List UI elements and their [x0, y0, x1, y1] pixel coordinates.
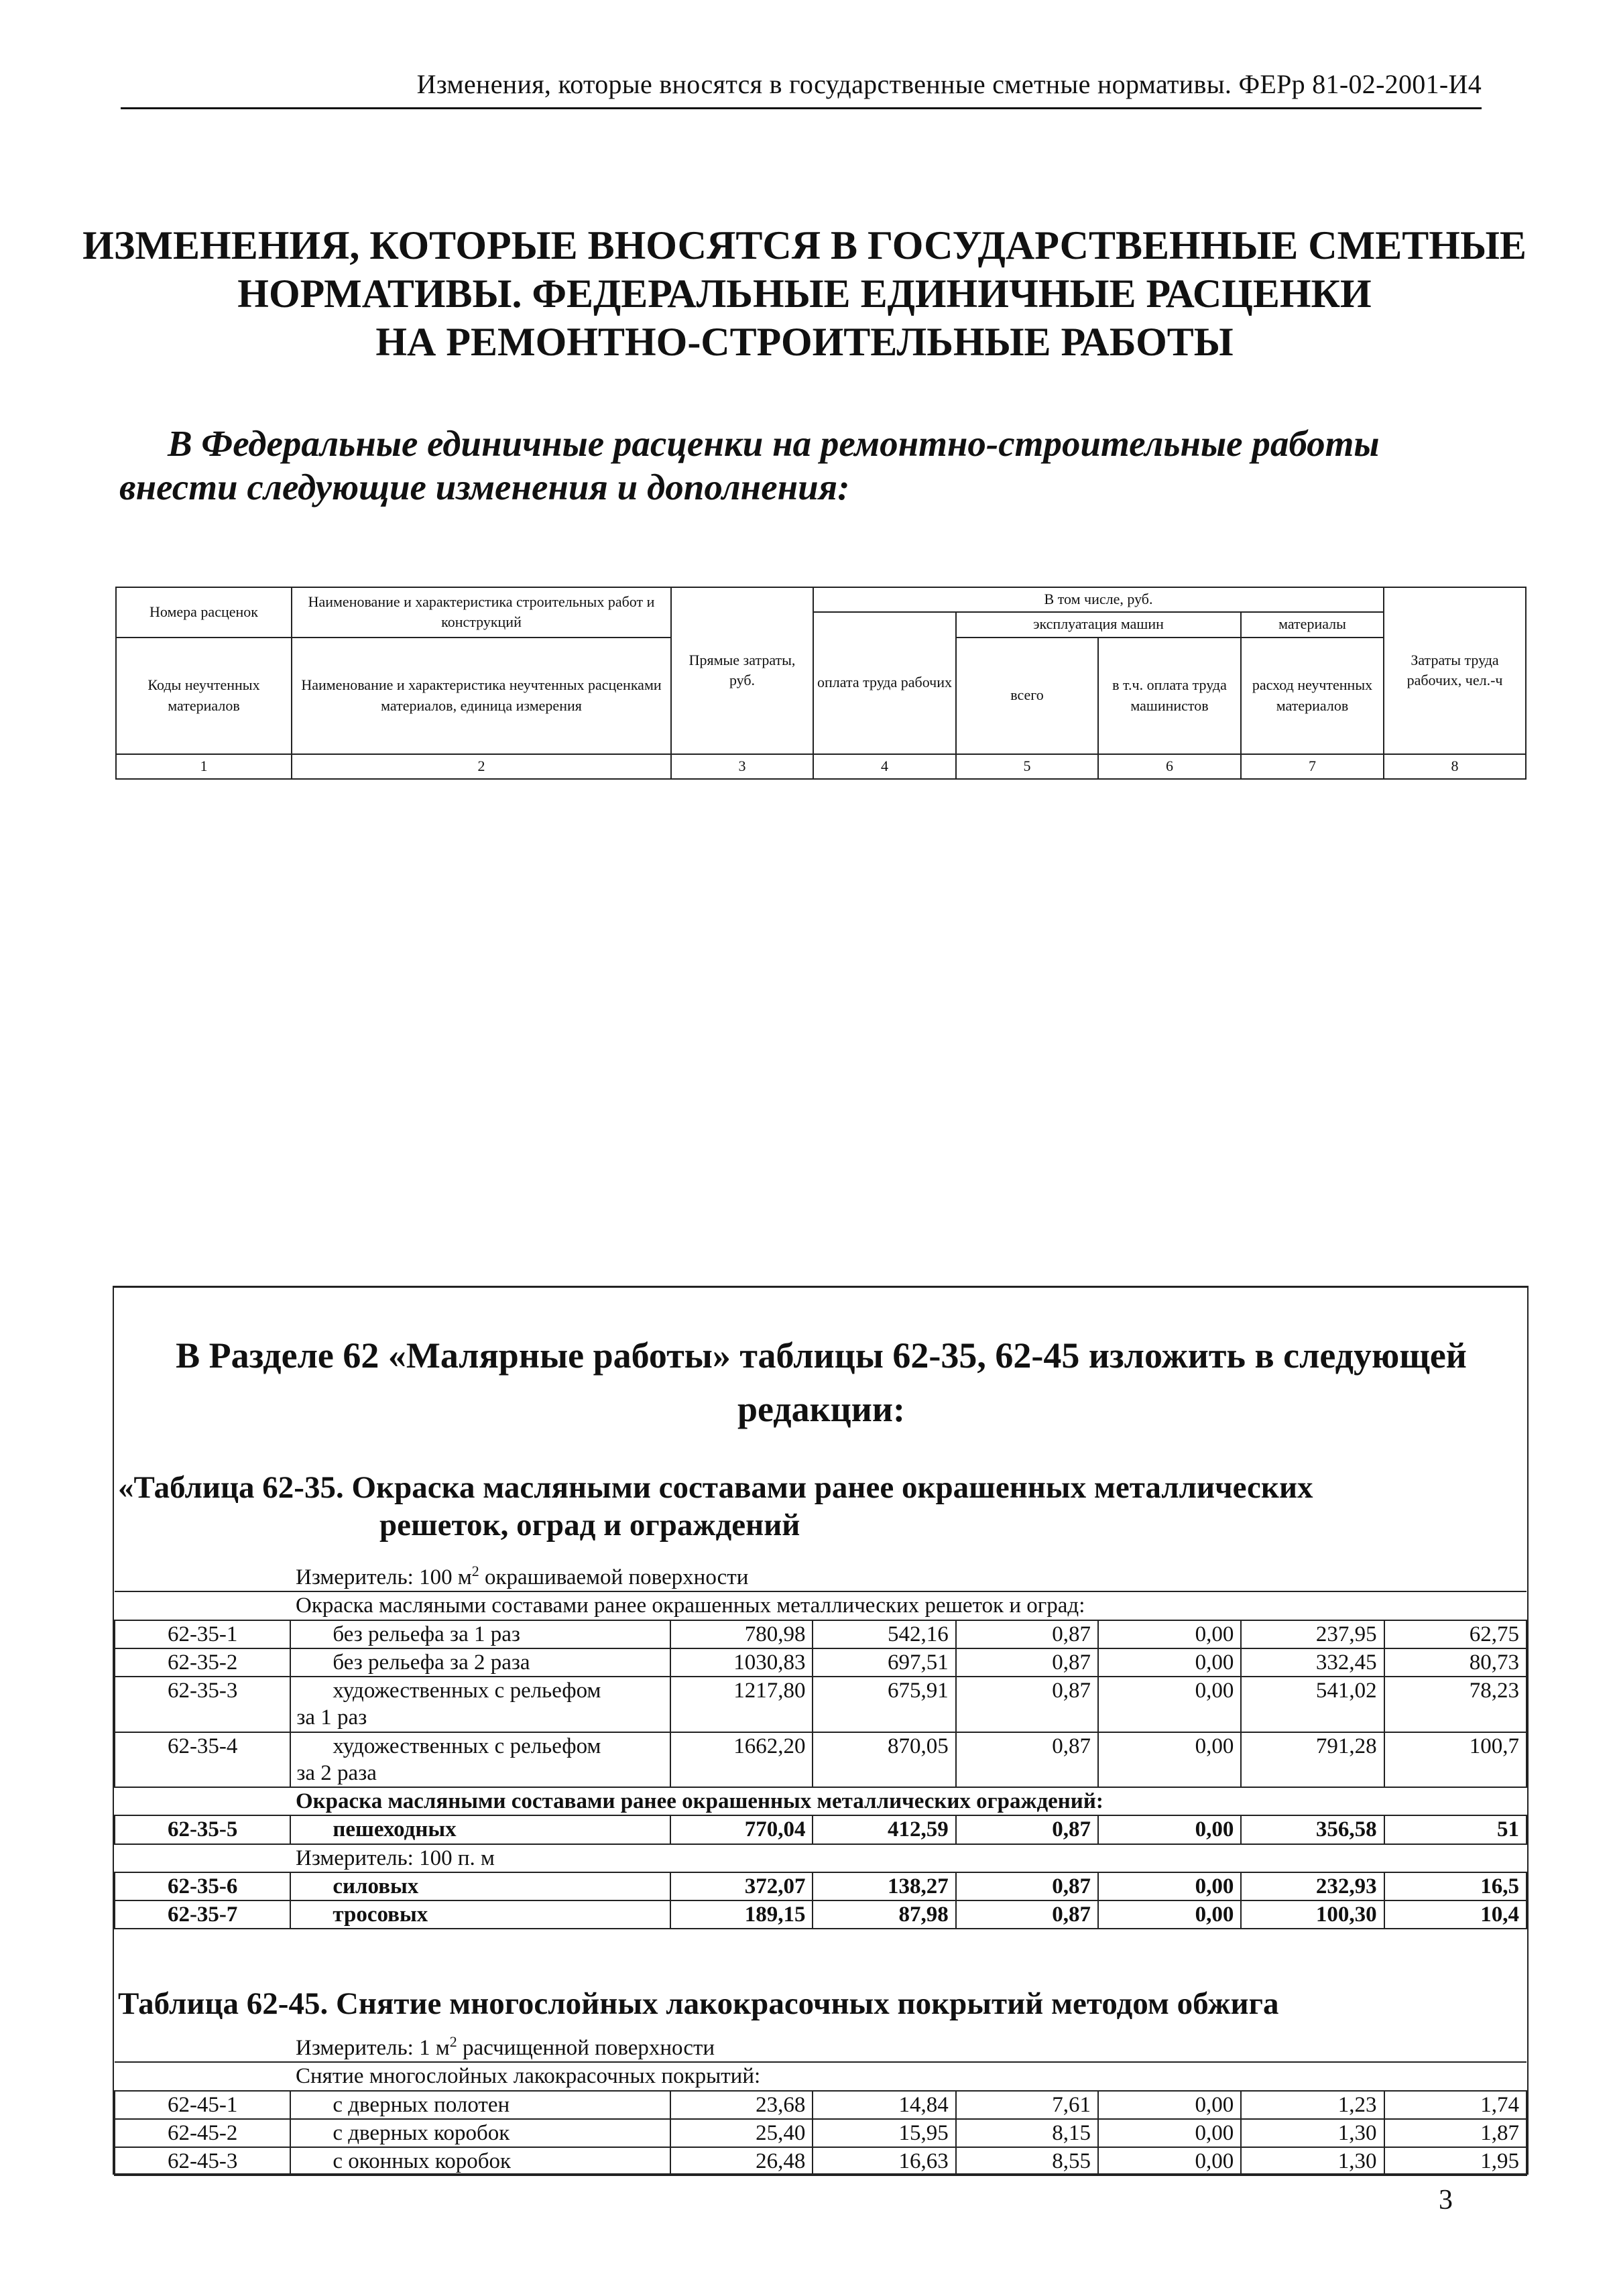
labor-hours: 100,7	[1384, 1732, 1527, 1788]
labor-hours: 1,87	[1384, 2119, 1527, 2147]
direct-costs: 189,15	[670, 1900, 813, 1929]
materials: 332,45	[1241, 1648, 1384, 1677]
materials: 791,28	[1241, 1732, 1384, 1788]
running-head: Изменения, которые вносятся в государственные сметные нормативы. ФЕРр 81-02-2001-И4	[416, 69, 1482, 99]
table-row	[115, 1732, 1527, 1788]
rate-name-continued: за 2 раза	[296, 1760, 377, 1785]
direct-costs: 26,48	[670, 2147, 813, 2175]
materials: 1,23	[1241, 2091, 1384, 2119]
rate-code: 62-45-1	[115, 2091, 290, 2119]
group-heading: Снятие многослойных лакокрасочных покрытий:	[115, 2062, 1527, 2090]
meter-unit: расчищенной поверхности	[457, 2036, 715, 2060]
materials: 237,95	[1241, 1620, 1384, 1648]
table-row	[115, 2147, 1527, 2175]
materials: 1,30	[1241, 2119, 1384, 2147]
direct-costs: 25,40	[670, 2119, 813, 2147]
title-line-1: ИЗМЕНЕНИЯ, КОТОРЫЕ ВНОСЯТСЯ В ГОСУДАРСТВЕННЫЕ СМЕТНЫЕ	[82, 223, 1527, 267]
machines-total: 8,15	[956, 2119, 1098, 2147]
machines-total: 0,87	[956, 1900, 1098, 1929]
table-row	[115, 1872, 1527, 1900]
rate-code: 62-35-3	[115, 1677, 290, 1732]
machinist-pay: 0,00	[1098, 2091, 1241, 2119]
machinist-pay: 0,00	[1098, 1648, 1241, 1677]
table-row	[115, 1648, 1527, 1677]
column-number-1: 1	[116, 754, 292, 779]
materials: 232,93	[1241, 1872, 1384, 1900]
worker-pay: 412,59	[813, 1815, 955, 1844]
rate-name: без рельефа за 2 раза	[333, 1650, 530, 1675]
group-row	[115, 1787, 1527, 1815]
table-62-35-title-line-2: решеток, оград и ограждений	[379, 1508, 800, 1543]
worker-pay: 675,91	[813, 1677, 955, 1732]
rows-table-2	[115, 2091, 1527, 2176]
meter-row	[115, 1844, 1527, 1872]
header-material-codes: Коды неучтенных материалов	[116, 638, 292, 754]
column-number-2: 2	[292, 754, 671, 779]
group-heading: Окраска масляными составами ранее окрашенных металлических решеток и оград:	[115, 1591, 1527, 1620]
section-62-box	[113, 1286, 1529, 2175]
intro-line-1: В Федеральные единичные расценки на ремонтно-строительные работы	[168, 423, 1380, 464]
meter-label: Измеритель: 100 м	[296, 1565, 472, 1589]
rows-group-a	[115, 1620, 1527, 1788]
rate-name: с оконных коробок	[333, 2149, 512, 2173]
machines-total: 0,87	[956, 1872, 1098, 1900]
direct-costs: 780,98	[670, 1620, 813, 1648]
machinist-pay: 0,00	[1098, 1677, 1241, 1732]
page-title	[67, 221, 1542, 366]
direct-costs: 1217,80	[670, 1677, 813, 1732]
labor-hours: 78,23	[1384, 1677, 1527, 1732]
meter-unit: окрашиваемой поверхности	[479, 1565, 749, 1589]
rate-code: 62-35-6	[115, 1872, 290, 1900]
rate-name: с дверных коробок	[333, 2120, 510, 2145]
table-row	[115, 1620, 1527, 1648]
meter-row	[115, 2033, 1527, 2062]
direct-costs: 23,68	[670, 2091, 813, 2119]
meter-label: Измеритель: 1 м	[296, 2036, 450, 2060]
labor-hours: 1,95	[1384, 2147, 1527, 2175]
header-rate-numbers: Номера расценок	[116, 587, 292, 638]
group-row	[115, 1591, 1527, 1620]
machines-total: 0,87	[956, 1620, 1098, 1648]
rate-name: без рельефа за 1 раз	[333, 1622, 520, 1646]
group-row	[115, 2062, 1527, 2090]
group-heading: Окраска масляными составами ранее окрашенных металлических ограждений:	[115, 1787, 1527, 1815]
rate-code: 62-45-2	[115, 2119, 290, 2147]
labor-hours: 62,75	[1384, 1620, 1527, 1648]
header-direct-costs: Прямые затраты, руб.	[671, 587, 813, 754]
worker-pay: 14,84	[813, 2091, 955, 2119]
header-machines-total: всего	[956, 638, 1098, 754]
meter-label: Измеритель: 100 п. м	[115, 1844, 1527, 1872]
table-row	[115, 1815, 1527, 1844]
machines-total: 0,87	[956, 1648, 1098, 1677]
labor-hours: 51	[1384, 1815, 1527, 1844]
table-62-45	[114, 2033, 1527, 2176]
worker-pay: 870,05	[813, 1732, 955, 1788]
section-title	[121, 1329, 1522, 1437]
rate-name: пешеходных	[333, 1817, 457, 1842]
machinist-pay: 0,00	[1098, 1732, 1241, 1788]
rate-name-continued: за 1 раз	[296, 1705, 367, 1730]
worker-pay: 16,63	[813, 2147, 955, 2175]
direct-costs: 1030,83	[670, 1648, 813, 1677]
column-number-3: 3	[671, 754, 813, 779]
materials: 100,30	[1241, 1900, 1384, 1929]
intro-text	[119, 422, 1500, 509]
header-machine-operation: эксплуатация машин	[956, 612, 1241, 638]
machinist-pay: 0,00	[1098, 2119, 1241, 2147]
meter-superscript: 2	[471, 1563, 479, 1579]
labor-hours: 16,5	[1384, 1872, 1527, 1900]
labor-hours: 1,74	[1384, 2091, 1527, 2119]
rate-name: тросовых	[333, 1902, 428, 1927]
table-62-35	[114, 1563, 1527, 1929]
machinist-pay: 0,00	[1098, 2147, 1241, 2175]
table-62-45-title: Таблица 62-45. Снятие многослойных лакокрасочных покрытий методом обжига	[118, 1986, 1279, 2021]
section-title-line-1: В Разделе 62 «Малярные работы» таблицы 62-35, 62-45 изложить в следующей	[176, 1335, 1467, 1376]
machines-total: 0,87	[956, 1677, 1098, 1732]
header-materials: материалы	[1241, 612, 1384, 638]
meter-row	[115, 1563, 1527, 1591]
rate-name: силовых	[333, 1874, 419, 1898]
rate-code: 62-35-1	[115, 1620, 290, 1648]
materials: 1,30	[1241, 2147, 1384, 2175]
machinist-pay: 0,00	[1098, 1900, 1241, 1929]
header-unaccounted-materials: расход неучтенных материалов	[1241, 638, 1384, 754]
rate-code: 62-35-4	[115, 1732, 290, 1788]
header-rule	[121, 107, 1482, 109]
intro-line-2: внести следующие изменения и дополнения:	[119, 466, 850, 507]
materials: 356,58	[1241, 1815, 1384, 1844]
table-row	[115, 1900, 1527, 1929]
column-number-4: 4	[813, 754, 956, 779]
machines-total: 7,61	[956, 2091, 1098, 2119]
worker-pay: 15,95	[813, 2119, 955, 2147]
meter-superscript: 2	[449, 2033, 457, 2050]
column-number-7: 7	[1241, 754, 1384, 779]
table-62-35-title	[118, 1469, 1313, 1545]
direct-costs: 1662,20	[670, 1732, 813, 1788]
header-worker-pay: оплата труда рабочих	[813, 612, 956, 754]
rows-group-b	[115, 1872, 1527, 1929]
direct-costs: 372,07	[670, 1872, 813, 1900]
table-row	[115, 2091, 1527, 2119]
rate-name: художественных с рельефом	[333, 1734, 601, 1758]
machinist-pay: 0,00	[1098, 1620, 1241, 1648]
rate-code: 62-35-5	[115, 1815, 290, 1844]
section-title-line-2: редакции:	[737, 1388, 906, 1429]
column-number-5: 5	[956, 754, 1098, 779]
column-number-8: 8	[1384, 754, 1526, 779]
worker-pay: 697,51	[813, 1648, 955, 1677]
worker-pay: 87,98	[813, 1900, 955, 1929]
labor-hours: 10,4	[1384, 1900, 1527, 1929]
title-line-3: НА РЕМОНТНО-СТРОИТЕЛЬНЫЕ РАБОТЫ	[375, 320, 1234, 364]
rate-code: 62-45-3	[115, 2147, 290, 2175]
machinist-pay: 0,00	[1098, 1815, 1241, 1844]
materials: 541,02	[1241, 1677, 1384, 1732]
labor-hours: 80,73	[1384, 1648, 1527, 1677]
title-line-2: НОРМАТИВЫ. ФЕДЕРАЛЬНЫЕ ЕДИНИЧНЫЕ РАСЦЕНКИ	[237, 271, 1372, 316]
worker-pay: 138,27	[813, 1872, 955, 1900]
table-62-35-title-line-1: «Таблица 62-35. Окраска масляными составами ранее окрашенных металлических	[118, 1470, 1313, 1505]
header-material-names: Наименование и характеристика неучтенных расценками материалов, единица измерения	[292, 638, 671, 754]
rate-name: с дверных полотен	[333, 2092, 510, 2117]
header-including: В том числе, руб.	[813, 587, 1384, 612]
header-labor-costs: Затраты труда рабочих, чел.-ч	[1384, 587, 1526, 754]
direct-costs: 770,04	[670, 1815, 813, 1844]
header-machinist-pay: в т.ч. оплата труда машинистов	[1098, 638, 1241, 754]
machines-total: 0,87	[956, 1732, 1098, 1788]
column-header-table	[115, 587, 1527, 780]
machines-total: 0,87	[956, 1815, 1098, 1844]
column-number-6: 6	[1098, 754, 1241, 779]
header-work-name: Наименование и характеристика строительных работ и конструкций	[292, 587, 671, 638]
worker-pay: 542,16	[813, 1620, 955, 1648]
table-row	[115, 1677, 1527, 1732]
table-row	[115, 2119, 1527, 2147]
rate-code: 62-35-7	[115, 1900, 290, 1929]
rate-code: 62-35-2	[115, 1648, 290, 1677]
machines-total: 8,55	[956, 2147, 1098, 2175]
page-number: 3	[1439, 2185, 1453, 2216]
rate-name: художественных с рельефом	[333, 1679, 601, 1703]
machinist-pay: 0,00	[1098, 1872, 1241, 1900]
